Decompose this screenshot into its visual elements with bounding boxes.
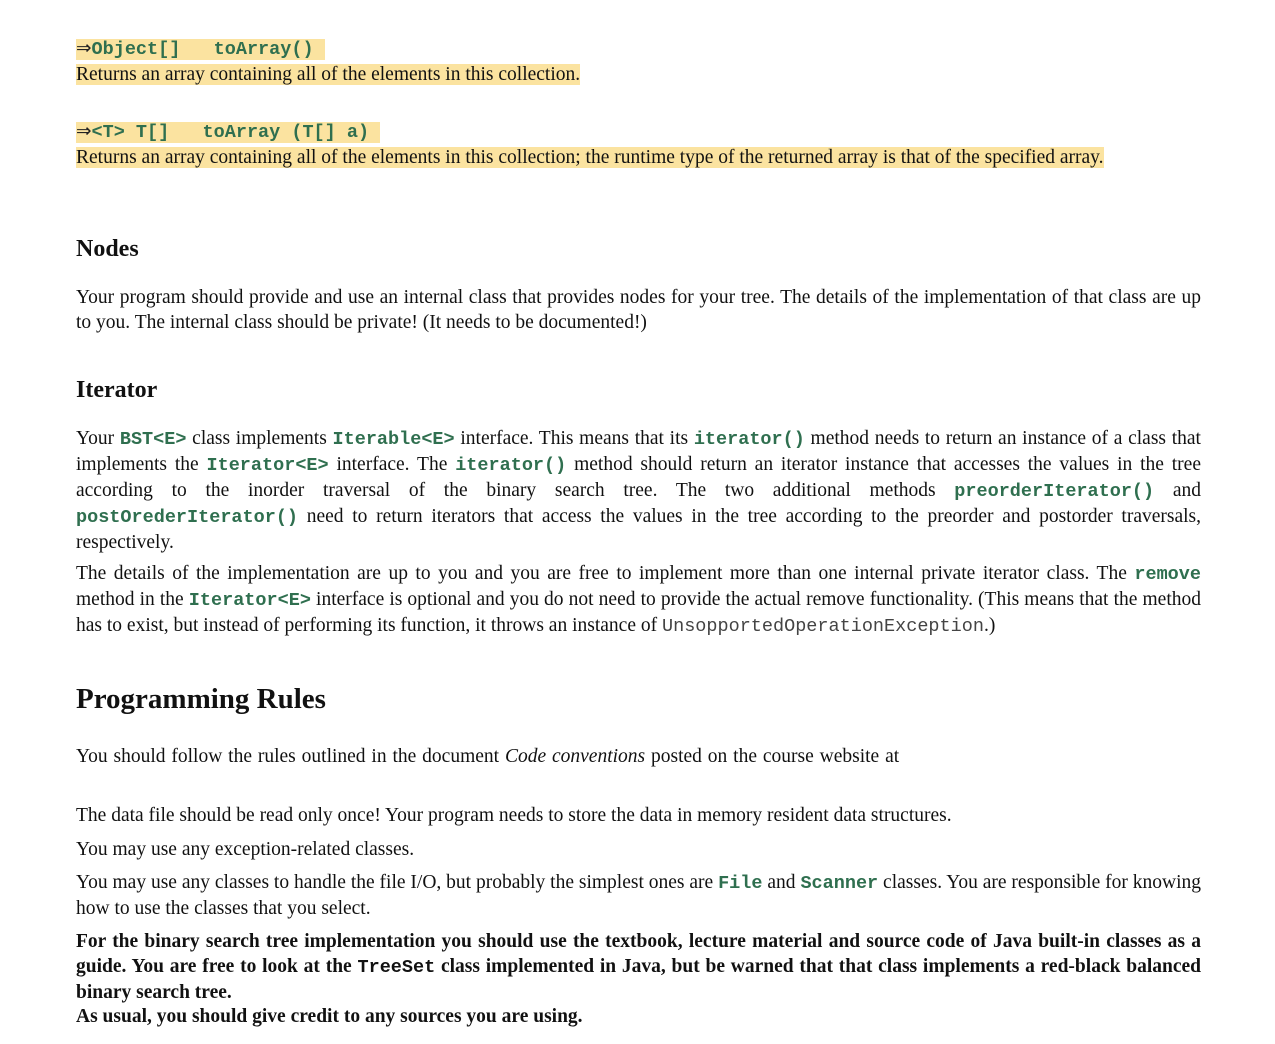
code-iterator-method: iterator() (693, 429, 805, 450)
code-iterable: Iterable<E> (332, 429, 455, 450)
code-file: File (718, 873, 763, 894)
code-treeset: TreeSet (357, 957, 436, 978)
code-bst: BST<E> (119, 429, 187, 450)
iterator-paragraph-2: The details of the implementation are up to you and you are free to implement more than one internal private iterator class. The remove method in the Iterator<E> interface is optional and you do not need to provide the actual remove functionality. (This means that the method has to exist, but instead of performing its function, it throws an instance of UnsopportedOperationException.) (76, 563, 1201, 637)
code-scanner: Scanner (800, 873, 879, 894)
implies-arrow-icon: ⇒ (76, 121, 92, 142)
rules-paragraph-6: As usual, you should give credit to any sources you are using. (76, 1006, 583, 1027)
section-heading-iterator: Iterator (76, 377, 158, 403)
code-preorder-iterator: preorderIterator() (954, 481, 1155, 502)
method-signature-toarray: ⇒Object[] toArray() (76, 39, 325, 60)
code-postorder-iterator: postOrederIterator() (76, 507, 299, 528)
code-unsupported-exception: UnsopportedOperationException (661, 616, 984, 637)
code-iterator-method: iterator() (455, 455, 567, 476)
iterator-paragraph-1: Your BST<E> class implements Iterable<E> interface. This means that its iterator() method needs to return an instance of a class that implements the Iterator<E> interface. The iterator() method should return an iterator instance that accesses the values in the tree according to the inorder traversal of the binary search tree. The two additional methods preorderIterator() and postOrederIterator() need to return iterators that access the values in the tree according to the preorder and postorder traversals, respectively. (76, 428, 1202, 553)
method-description-toarray: Returns an array containing all of the elements in this collection. (76, 64, 581, 85)
code-iterator-interface: Iterator<E> (188, 590, 311, 611)
implies-arrow-icon: ⇒ (76, 38, 92, 59)
section-heading-nodes: Nodes (76, 236, 139, 262)
rules-paragraph-4: You may use any classes to handle the file I/O, but probably the simplest ones are File and Scanner classes. You are responsible for knowing how to use the classes that you select. (76, 872, 1201, 919)
method-toarray (76, 37, 1201, 87)
nodes-paragraph: Your program should provide and use an internal class that provides nodes for your tree. The details of the implementation of that class are up to you. The internal class should be private! (It needs to be documented!) (76, 287, 1201, 333)
section-heading-programming-rules: Programming Rules (76, 683, 326, 715)
code-iterator-interface: Iterator<E> (206, 455, 329, 476)
rules-paragraph-2: The data file should be read only once! Your program needs to store the data in memory resident data structures. (76, 805, 952, 826)
code-remove: remove (1134, 564, 1201, 585)
method-signature-toarray-generic: ⇒<T> T[] toArray (T[] a) (76, 122, 380, 143)
method-description-toarray-generic: Returns an array containing all of the elements in this collection; the runtime type of the returned array is that of the specified array. (76, 147, 1104, 168)
code-conventions-title: Code conventions (504, 746, 646, 767)
method-toarray-generic (76, 120, 1201, 170)
rules-paragraph-5: For the binary search tree implementation you should use the textbook, lecture material and source code of Java built-in classes as a guide. You are free to look at the TreeSet class implemented in Java, but be warned that that class implements a red-black balanced binary search tree. (76, 931, 1201, 1003)
rules-paragraph-1: You should follow the rules outlined in the document Code conventions posted on the course website at (76, 746, 900, 767)
rules-paragraph-3: You may use any exception-related classes. (76, 839, 415, 860)
